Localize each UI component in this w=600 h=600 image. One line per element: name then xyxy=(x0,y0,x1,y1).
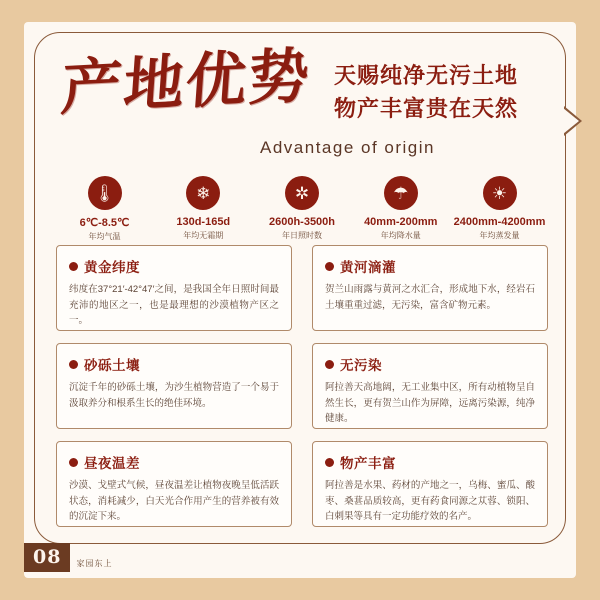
feature-card xyxy=(56,441,292,527)
feature-header xyxy=(69,256,279,276)
snowflake-icon: ❄ xyxy=(186,176,220,210)
feature-body: 贺兰山雨露与黄河之水汇合，形成地下水，经岩石土壤重重过滤，无污染，富含矿物元素。 xyxy=(325,284,535,311)
feature-header xyxy=(325,354,535,374)
feature-title: 砂砾土壤 xyxy=(84,358,140,374)
page-title: 产地优势 xyxy=(58,41,314,125)
feature-card xyxy=(56,245,292,331)
feature-body: 沙漠、戈壁式气候，昼夜温差让植物夜晚呈低活跃状态，消耗减少，白天光合作用产生的营养被有效的沉淀下来。 xyxy=(69,480,279,523)
stat-item xyxy=(352,176,449,242)
feature-title: 昼夜温差 xyxy=(84,456,140,472)
stat-value: 6℃-8.5℃ xyxy=(79,217,130,229)
stat-label: 年均蒸发量 xyxy=(479,231,520,240)
headline-line-2: 物产丰富贵在天然 xyxy=(334,96,519,122)
sun-rays-icon: ☀ xyxy=(483,176,517,210)
bullet-dot-icon xyxy=(69,458,78,467)
feature-body: 沉淀千年的砂砾土壤，为沙生植物营造了一个易于汲取养分和根系生长的绝佳环境。 xyxy=(69,382,279,409)
header xyxy=(52,41,552,165)
feature-header xyxy=(325,452,535,472)
feature-card xyxy=(312,343,548,429)
stat-label: 年均降水量 xyxy=(380,231,421,240)
feature-body: 纬度在37°21′-42°47′之间，是我国全年日照时间最充沛的地区之一，也是最理想的沙漠植物产区之一。 xyxy=(69,284,279,327)
feature-header xyxy=(69,354,279,374)
stat-value: 2400mm-4200mm xyxy=(453,216,546,228)
feature-title: 黄河滴灌 xyxy=(340,260,396,276)
footer-note: 家园东上 xyxy=(76,559,113,568)
feature-card xyxy=(312,441,548,527)
headline xyxy=(334,60,564,126)
bullet-dot-icon xyxy=(325,262,334,271)
stat-item xyxy=(56,176,153,242)
stat-label: 年均气温 xyxy=(88,232,121,241)
page-number: 08 xyxy=(24,543,70,572)
climate-stats xyxy=(56,176,548,242)
feature-title: 无污染 xyxy=(340,358,382,374)
sun-gear-icon: ✲ xyxy=(285,176,319,210)
bullet-dot-icon xyxy=(325,360,334,369)
stat-item xyxy=(451,176,548,242)
stat-value: 130d-165d xyxy=(176,216,231,228)
feature-header xyxy=(325,256,535,276)
bubble-notch xyxy=(563,108,579,134)
subtitle-english: Advantage of origin xyxy=(260,138,435,157)
bullet-dot-icon xyxy=(69,262,78,271)
feature-card xyxy=(56,343,292,429)
feature-title: 黄金纬度 xyxy=(84,260,140,276)
bullet-dot-icon xyxy=(69,360,78,369)
stat-label: 年日照时数 xyxy=(282,231,322,240)
stat-item xyxy=(254,176,351,242)
bullet-dot-icon xyxy=(325,458,334,467)
feature-body: 阿拉善是水果、药材的产地之一，乌梅、蜜瓜、酸枣、桑葚品质较高，更有药食同源之苁蓉、锁阳、白刺果等具有一定功能疗效的名产。 xyxy=(325,480,535,523)
stat-item xyxy=(155,176,252,242)
feature-body: 阿拉善天高地阔，无工业集中区，所有动植物呈自然生长，更有贺兰山作为屏障，远离污染源，纯净健康。 xyxy=(325,382,535,425)
feature-title: 物产丰富 xyxy=(340,456,396,472)
stat-label: 年均无霜期 xyxy=(183,231,224,240)
feature-grid xyxy=(56,245,548,527)
stat-value: 40mm-200mm xyxy=(364,216,438,228)
footer xyxy=(24,543,112,572)
headline-line-1: 天赐纯净无污土地 xyxy=(334,63,519,89)
stat-value: 2600h-3500h xyxy=(268,216,336,228)
rain-cloud-icon: ☂ xyxy=(384,176,418,210)
feature-header xyxy=(69,452,279,472)
thermometer-icon: 🌡 xyxy=(88,176,122,210)
feature-card xyxy=(312,245,548,331)
